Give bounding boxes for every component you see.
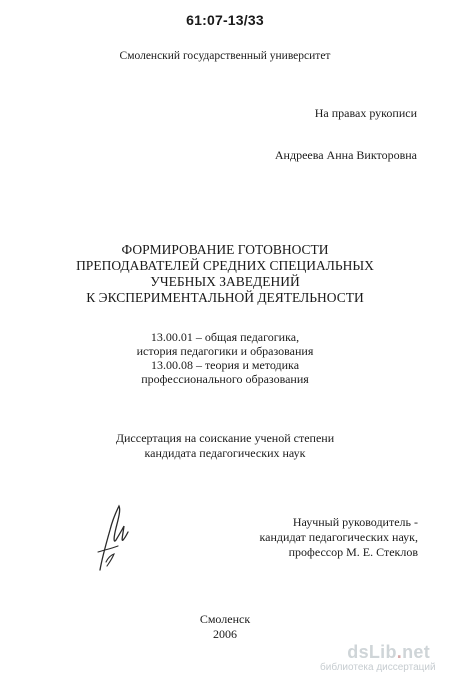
specialty-codes [0,330,450,386]
document-code: 61:07-13/33 [186,12,264,28]
watermark-subtitle: библиотека диссертаций [320,662,436,673]
manuscript-rights: На правах рукописи [314,106,417,120]
year: 2006 [213,627,237,641]
specialty-line: 13.00.08 – теория и методика [150,358,300,372]
city: Смоленск [199,612,251,626]
title-line: УЧЕБНЫХ ЗАВЕДЕНИЙ [150,274,300,289]
degree-line: Диссертация на соискание ученой степени [115,431,335,445]
place-and-year [0,612,450,642]
watermark-logo-main: dsLib [347,642,397,662]
title-line: К ЭКСПЕРИМЕНТАЛЬНОЙ ДЕЯТЕЛЬНОСТИ [86,290,364,305]
degree-line: кандидата педагогических наук [144,446,306,460]
title-line: ФОРМИРОВАНИЕ ГОТОВНОСТИ [121,242,329,257]
scientific-advisor [260,515,418,560]
dslib-watermark [320,642,436,674]
specialty-line: история педагогики и образования [136,344,314,358]
watermark-logo [320,642,430,662]
advisor-line: профессор М. Е. Стеклов [288,545,418,559]
watermark-logo-tld: net [402,642,430,662]
advisor-line: Научный руководитель - [292,515,418,529]
specialty-line: профессионального образования [141,372,309,386]
watermark-logo-dot: . [396,642,403,662]
advisor-line: кандидат педагогических наук, [259,530,418,544]
specialty-line: 13.00.01 – общая педагогика, [150,330,300,344]
handwritten-signature [92,500,132,575]
title-line: ПРЕПОДАВАТЕЛЕЙ СРЕДНИХ СПЕЦИАЛЬНЫХ [76,258,374,273]
university-name: Смоленский государственный университет [119,50,331,62]
author-name: Андреева Анна Викторовна [274,148,417,162]
dissertation-title [0,242,450,306]
degree-statement [0,431,450,461]
